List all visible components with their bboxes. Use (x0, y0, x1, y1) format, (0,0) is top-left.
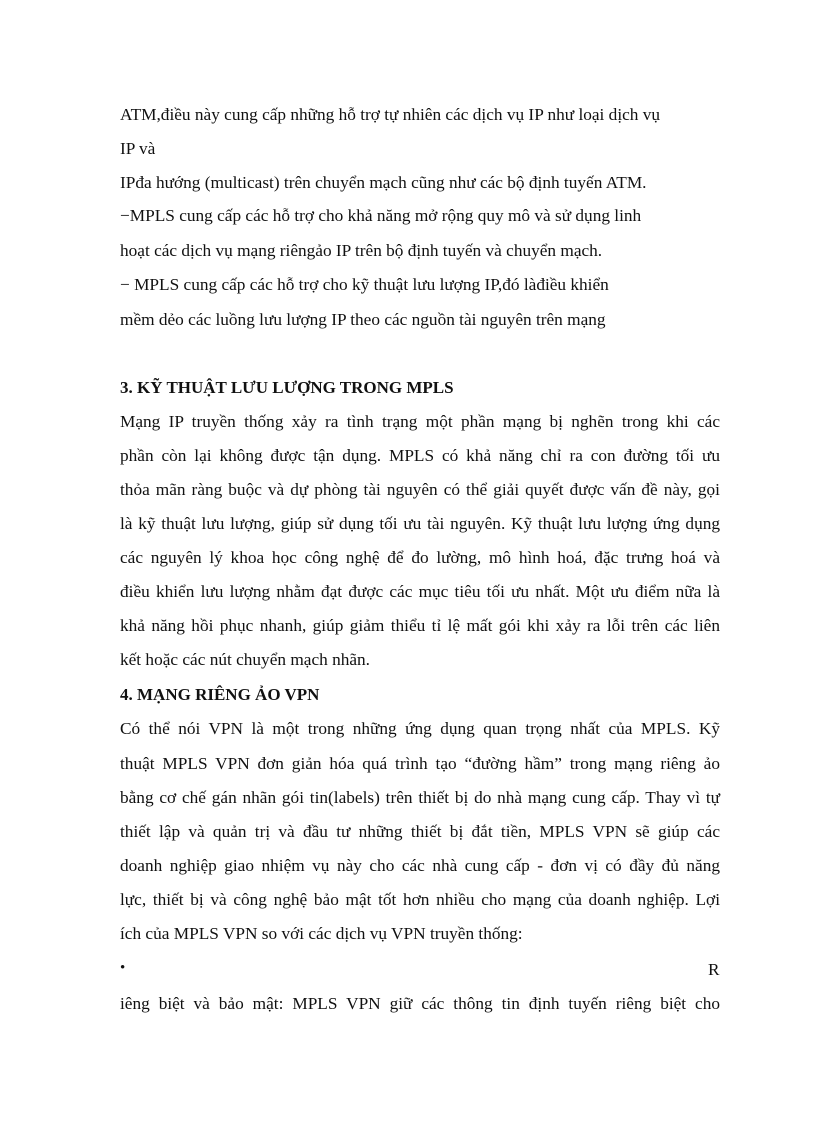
text-line: −MPLS cung cấp các hỗ trợ cho khả năng mở rộng quy mô và sử dụng linh (120, 206, 642, 225)
text-line: IPđa hướng (multicast) trên chuyển mạch cũng như các bộ định tuyến ATM. (120, 173, 647, 192)
paragraph-line: thiết lập và quản trị và đầu tư những thiết bị đắt tiền, MPLS VPN sẽ giúp các (120, 822, 720, 841)
paragraph-line: Mạng IP truyền thống xảy ra tình trạng một phần mạng bị nghẽn trong khi các (120, 412, 720, 431)
paragraph-line: khả năng hồi phục nhanh, giúp giảm thiểu tỉ lệ mất gói khi xảy ra lỗi trên các liên (120, 616, 720, 635)
paragraph-line: điều khiển lưu lượng nhằm đạt được các mục tiêu tối ưu nhất. Một ưu điểm nữa là (120, 582, 720, 601)
text-line: IP và (120, 139, 156, 158)
bullet-text: iêng biệt và bảo mật: MPLS VPN giữ các thông tin định tuyến riêng biệt cho (120, 994, 720, 1013)
text-line: − MPLS cung cấp các hỗ trợ cho kỹ thuật lưu lượng IP,đó làđiều khiển (120, 275, 609, 294)
text-line: ATM,điều này cung cấp những hỗ trợ tự nhiên các dịch vụ IP như loại dịch vụ (120, 105, 661, 124)
paragraph-line: doanh nghiệp giao nhiệm vụ này cho các nhà cung cấp - đơn vị có đầy đủ năng (120, 856, 720, 875)
bullet-first-letter: R (708, 960, 720, 979)
paragraph-line: thuật MPLS VPN đơn giản hóa quá trình tạo “đường hầm” trong mạng riêng ảo (120, 754, 720, 773)
paragraph-line: kết hoặc các nút chuyển mạch nhãn. (120, 650, 370, 669)
paragraph-line: Có thể nói VPN là một trong những ứng dụng quan trọng nhất của MPLS. Kỹ (120, 719, 720, 738)
paragraph-line: các nguyên lý khoa học công nghệ để đo lường, mô hình hoá, đặc trưng hoá và (120, 548, 720, 567)
paragraph-line: thỏa mãn ràng buộc và dự phòng tài nguyên có thể giải quyết được vấn đề này, gọi (120, 480, 720, 499)
paragraph-line: lực, thiết bị và công nghệ bảo mật tốt hơn nhiều cho mạng của doanh nghiệp. Lợi (120, 890, 720, 909)
paragraph-line: ích của MPLS VPN so với các dịch vụ VPN truyền thống: (120, 924, 523, 943)
paragraph-line: là kỹ thuật lưu lượng, giúp sử dụng tối ưu tài nguyên. Kỹ thuật lưu lượng ứng dụng (120, 514, 720, 533)
paragraph-line: phần còn lại không được tận dụng. MPLS có khả năng chỉ ra con đường tối ưu (120, 446, 720, 465)
bullet-icon: • (120, 960, 126, 976)
text-line: hoạt các dịch vụ mạng riêngảo IP trên bộ định tuyến và chuyển mạch. (120, 241, 603, 260)
text-line: mềm dẻo các luồng lưu lượng IP theo các nguồn tài nguyên trên mạng (120, 310, 606, 329)
section-heading: 4. MẠNG RIÊNG ẢO VPN (120, 685, 320, 704)
section-heading: 3. KỸ THUẬT LƯU LƯỢNG TRONG MPLS (120, 378, 454, 397)
paragraph-line: bằng cơ chế gán nhãn gói tin(labels) trên thiết bị do nhà mạng cung cấp. Thay vì tự (120, 788, 720, 807)
